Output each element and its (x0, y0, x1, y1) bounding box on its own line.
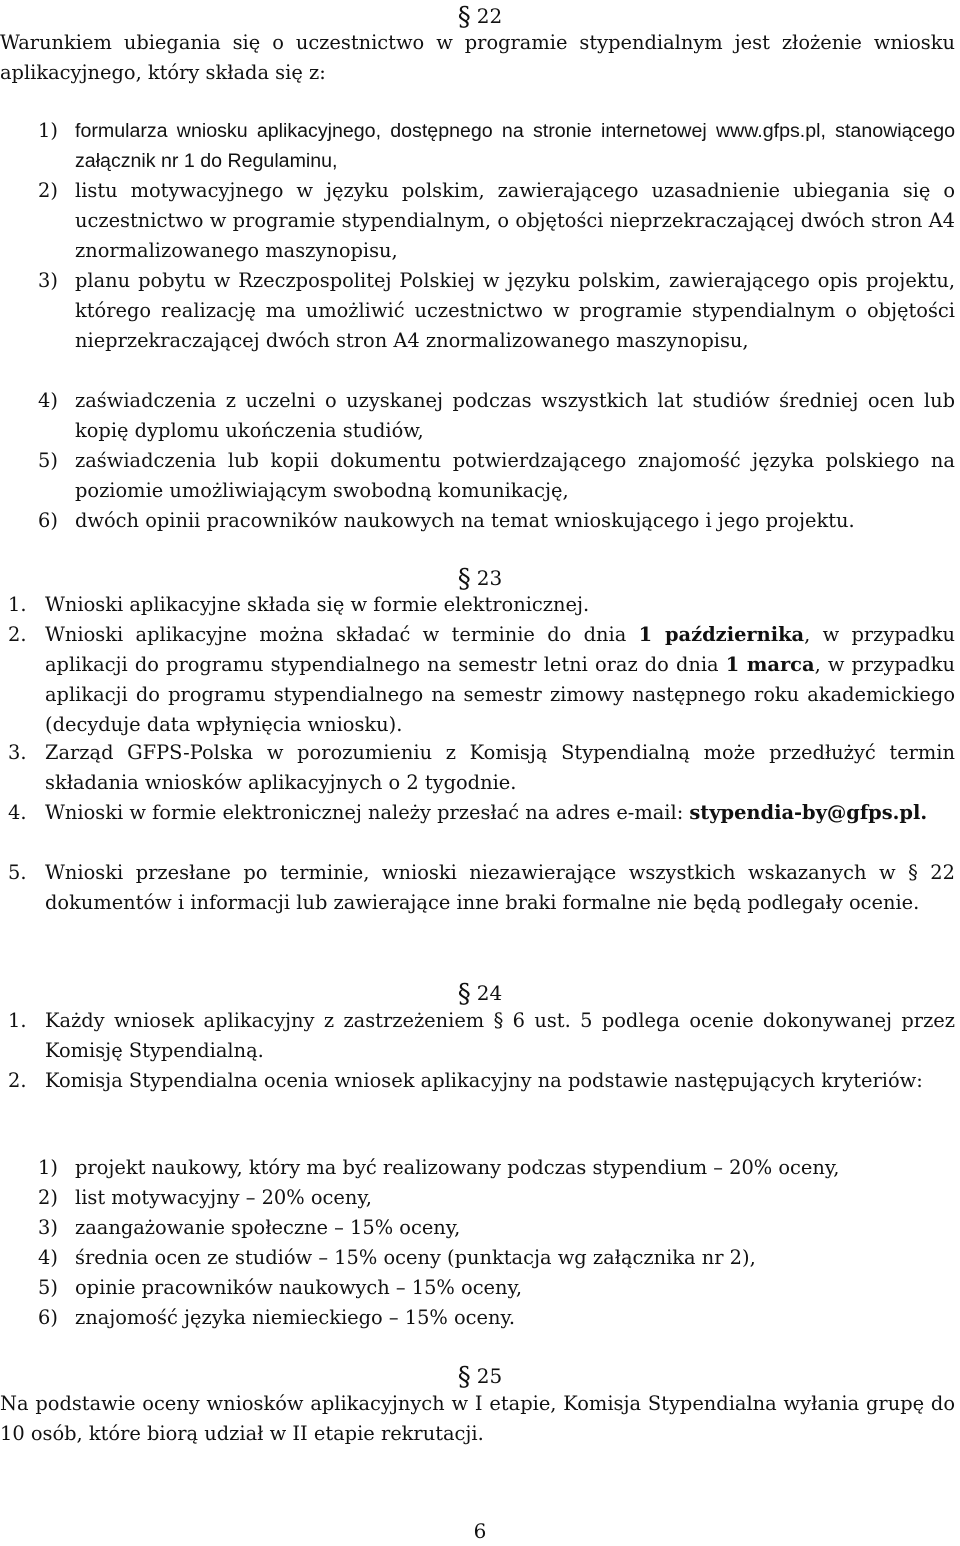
list-item-text: zaświadczenia z uczelni o uzyskanej podczas wszystkich lat studiów średniej ocen lub kopię dyplomu ukończenia studiów, (75, 389, 955, 442)
list-item-number: 3) (38, 1216, 58, 1239)
list-item-number: 1. (8, 593, 27, 616)
section-symbol: § (457, 2, 471, 32)
section-23-list (8, 590, 955, 948)
list-item-text-end: , w przypadku aplikacji do programu stypendialnego na semestr zimowy następnego roku akademickiego (decyduje data wpłynięcia wniosku). (45, 653, 955, 736)
deadline-date-autumn: 1 października (638, 623, 805, 646)
section-number: 24 (476, 981, 503, 1005)
list-item-number: 3. (8, 741, 27, 764)
list-item-number: 6) (38, 509, 58, 532)
list-item-number: 2. (8, 1069, 27, 1092)
list-item-text: zaświadczenia lub kopii dokumentu potwierdzającego znajomość języka polskiego na poziomie umożliwiającym swobodną komunikację, (75, 449, 955, 502)
list-item (8, 858, 955, 948)
list-item-number: 4) (38, 1246, 58, 1269)
list-item-text: Zarząd GFPS-Polska w porozumieniu z Komisją Stypendialną może przedłużyć termin składania wniosków aplikacyjnych o 2 tygodnie. (45, 741, 955, 794)
list-item-text-start: Wnioski aplikacyjne można składać w terminie do dnia (45, 623, 639, 646)
criterion-item (38, 1213, 955, 1243)
deadline-date-spring: 1 marca (725, 653, 815, 676)
list-item-text: zaangażowanie społeczne – 15% oceny, (75, 1216, 461, 1239)
list-item (8, 620, 955, 738)
list-item-text: listu motywacyjnego w języku polskim, zawierającego uzasadnienie ubiegania się o uczestnictwo w programie stypendialnym, o objętości nieprzekraczającej dwóch stron A4 znormalizowanego maszynopisu, (75, 179, 955, 262)
section-number: 25 (476, 1364, 503, 1388)
section-symbol: § (457, 564, 471, 594)
list-item-number: 1. (8, 1009, 27, 1032)
section-number: 23 (476, 566, 503, 590)
list-item-text: Wnioski aplikacyjne składa się w formie elektronicznej. (45, 593, 590, 616)
section-symbol: § (457, 979, 471, 1009)
list-item-text: opinie pracowników naukowych – 15% oceny, (75, 1276, 523, 1299)
criterion-item (38, 1273, 955, 1303)
list-item-text: list motywacyjny – 20% oceny, (75, 1186, 372, 1209)
list-item (8, 1066, 955, 1126)
list-item (38, 386, 955, 446)
list-item (38, 266, 955, 386)
list-item (38, 446, 955, 506)
list-item-number: 3) (38, 269, 58, 292)
list-item (8, 798, 955, 858)
list-item-number: 5. (8, 861, 27, 884)
email-address: stypendia-by@gfps.pl. (689, 801, 928, 824)
section-heading-25 (0, 1360, 960, 1391)
list-item-text: Wnioski przesłane po terminie, wnioski niezawierające wszystkich wskazanych w § 22 dokumentów i informacji lub zawierające inne braki formalne nie będą podlegały ocenie. (45, 861, 955, 914)
list-item (8, 1006, 955, 1066)
criterion-item (38, 1243, 955, 1273)
list-item-text: planu pobytu w Rzeczpospolitej Polskiej w języku polskim, zawierającego opis projektu, którego realizację ma umożliwić uczestnictwo w programie stypendialnym o objętości nieprzekraczającej dwóch stron A4 znormalizowanego maszynopisu, (75, 269, 955, 352)
list-item-number: 2. (8, 623, 27, 646)
list-item-number: 6) (38, 1306, 58, 1329)
list-item-text: znajomość języka niemieckiego – 15% oceny. (75, 1306, 516, 1329)
list-item-number: 5) (38, 1276, 58, 1299)
criteria-list (38, 1153, 955, 1333)
section-25-text: Na podstawie oceny wniosków aplikacyjnych w I etapie, Komisja Stypendialna wyłania grupę do 10 osób, które biorą udział w II etapie rekrutacji. (0, 1392, 955, 1445)
list-item-number: 4. (8, 801, 27, 824)
list-item-text-middle: , w przypadku aplikacji do programu stypendialnego na semestr letni oraz do dnia (45, 623, 955, 676)
section-heading-23 (0, 562, 960, 593)
list-item-text: średnia ocen ze studiów – 15% oceny (punktacja wg załącznika nr 2), (75, 1246, 756, 1269)
list-item (38, 506, 955, 536)
criterion-item (38, 1303, 955, 1333)
list-item (8, 738, 955, 798)
list-item-number: 5) (38, 449, 58, 472)
list-item-number: 1) (38, 119, 58, 142)
section-22-list (38, 116, 955, 536)
criterion-item (38, 1183, 955, 1213)
list-item-text: Każdy wniosek aplikacyjny z zastrzeżeniem § 6 ust. 5 podlega ocenie dokonywanej przez Komisję Stypendialną. (45, 1009, 955, 1062)
list-item-text: dwóch opinii pracowników naukowych na temat wnioskującego i jego projektu. (75, 509, 855, 532)
list-item (38, 116, 955, 176)
list-item (8, 590, 955, 620)
list-item-number: 2) (38, 179, 58, 202)
page-number: 6 (473, 1519, 487, 1543)
list-item-number: 1) (38, 1156, 58, 1179)
section-22-intro: Warunkiem ubiegania się o uczestnictwo w programie stypendialnym jest złożenie wniosku aplikacyjnego, który składa się z: (0, 31, 955, 84)
list-item-text: projekt naukowy, który ma być realizowany podczas stypendium – 20% oceny, (75, 1156, 840, 1179)
section-24-list (8, 1006, 955, 1126)
section-symbol: § (457, 1362, 471, 1392)
criterion-item (38, 1153, 955, 1183)
list-item-text: formularza wniosku aplikacyjnego, dostępnego na stronie internetowej www.gfps.pl, stanowiącego załącznik nr 1 do Regulaminu, (75, 120, 955, 172)
section-heading-22 (0, 0, 960, 31)
list-item-number: 2) (38, 1186, 58, 1209)
section-heading-24 (0, 977, 960, 1008)
list-item-text: Wnioski w formie elektronicznej należy przesłać na adres e-mail: (45, 801, 690, 824)
section-number: 22 (476, 4, 503, 28)
list-item-text: Komisja Stypendialna ocenia wniosek aplikacyjny na podstawie następujących kryteriów: (45, 1069, 923, 1092)
list-item-number: 4) (38, 389, 58, 412)
list-item (38, 176, 955, 266)
